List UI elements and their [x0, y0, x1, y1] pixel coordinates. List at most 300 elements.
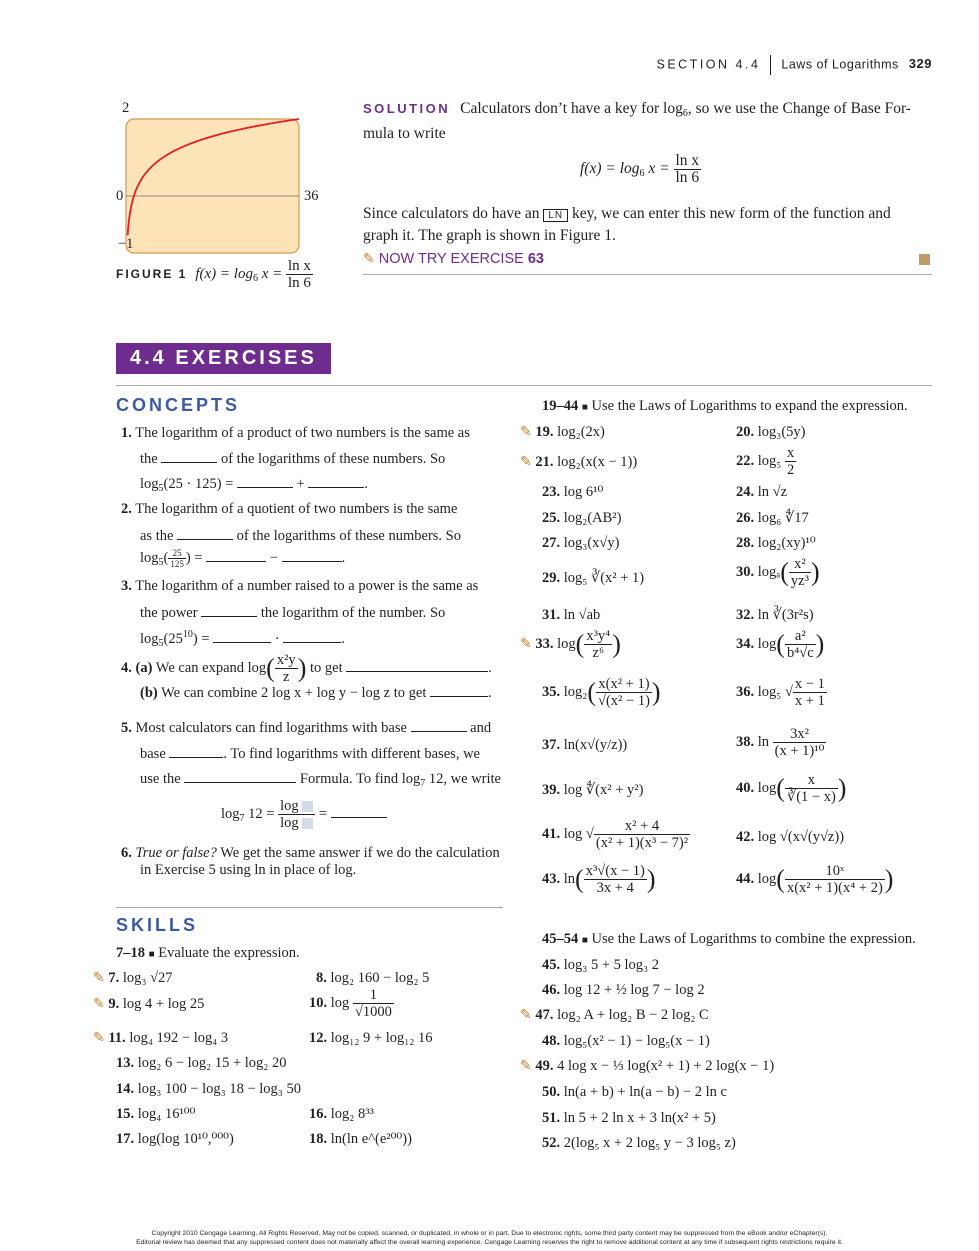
concept-3-line3: $\log_5(25^{10})$ = · . — [140, 629, 345, 649]
instr-range: 7–18 — [116, 945, 145, 961]
ex-number: 1. — [121, 425, 132, 441]
ex-expr: log — [330, 994, 350, 1011]
answer-blank[interactable] — [206, 549, 266, 562]
concept-2-line1 — [121, 501, 457, 518]
section-label: SECTION 4.4 — [656, 57, 761, 72]
ex-text: True or false? — [135, 845, 217, 861]
ex-expr: log₂(xy)¹⁰ — [757, 535, 816, 551]
pencil-icon: ✎ — [520, 1059, 532, 1074]
ex-number: 52. — [542, 1135, 561, 1151]
ex-sub: 7 — [239, 812, 245, 824]
skills-9 — [93, 996, 204, 1013]
ex-text: + — [296, 476, 305, 492]
caption-lhs: f(x) = log — [195, 265, 253, 282]
skills-17 — [116, 1131, 234, 1148]
combine-51 — [542, 1110, 716, 1127]
fraction — [785, 628, 816, 661]
expand-23 — [542, 484, 603, 501]
ex-number: 8. — [316, 970, 327, 986]
pencil-icon: ✎ — [520, 636, 532, 652]
ex-number: 40. — [736, 779, 755, 796]
ex-number: 19. — [535, 424, 554, 440]
ex-text: log — [221, 805, 240, 822]
expand-31 — [542, 607, 600, 624]
concept-1-line2 — [140, 450, 445, 468]
answer-blank[interactable] — [237, 475, 293, 488]
expand-35: 35. log₂( $\frac{\text{x(x² + 1)}}{\text{√(x² − 1)}}$ ) — [542, 676, 661, 709]
ex-number: 3. — [121, 578, 132, 594]
expand-42 — [736, 829, 844, 846]
expand-24 — [736, 484, 787, 501]
combine-48 — [542, 1033, 710, 1050]
expand-41 — [542, 818, 690, 851]
ex-text: log — [140, 631, 159, 647]
copyright-line-2: Editorial review has deemed that any suppressed content does not materially affect the overall learning experience. Cengage Learning reserves the right to remove additional content at any time if subsequent rights restrictions require it. — [136, 1239, 843, 1246]
frac-den: z⁶ — [592, 645, 605, 661]
frac-den: (x² + 1)(x³ − 7)² — [595, 835, 689, 851]
ex-expr: log 4 + log 25 — [122, 996, 205, 1012]
ex-expr: log₂(x(x − 1)) — [557, 454, 638, 470]
skills-13 — [116, 1055, 286, 1072]
expand-29 — [542, 570, 644, 587]
expand-39 — [542, 782, 643, 799]
x-max-label: 36 — [304, 188, 319, 204]
ex-text: use the — [140, 771, 181, 787]
expand-30: 30. logₐ( $\frac{\text{x²}}{\text{yz³}}$ ) — [736, 556, 820, 589]
ex-text: (25 — [163, 631, 183, 647]
ex-number: 20. — [736, 424, 755, 440]
concept-3-line1 — [121, 578, 478, 595]
expand-36 — [736, 676, 827, 709]
ex-number: 38. — [736, 733, 755, 750]
frac-num: a² — [785, 628, 816, 645]
ex-expr: log₃(x√y) — [563, 535, 620, 551]
eq-mid: x = — [644, 160, 670, 178]
change-of-base-equation — [580, 153, 701, 186]
ex-expr: log₂ A + log₂ B − 2 log₂ C — [557, 1007, 709, 1023]
frac-den: ∛(1 − x) — [786, 789, 836, 805]
ex-number: 12. — [309, 1030, 328, 1046]
header-divider — [770, 55, 771, 75]
combine-instruction: 45–54 ■ Use the Laws of Logarithms to combine the expression. — [542, 931, 916, 947]
frac-den: x(x² + 1)(x⁴ + 2) — [786, 880, 883, 896]
ex-expr: log ∜(x² + y²) — [563, 782, 644, 798]
expand-20 — [736, 424, 806, 441]
ex-expr: log₃ 100 − log₃ 18 − log₃ 50 — [137, 1081, 301, 1097]
concept-5-line1 — [121, 719, 491, 737]
ex-text: 12 = — [244, 805, 275, 822]
concepts-heading: CONCEPTS — [116, 395, 241, 415]
combine-49 — [520, 1058, 774, 1075]
ex-text: of the logarithms of these numbers. So — [220, 451, 446, 467]
frac-num: x − 1 — [794, 676, 825, 692]
expand-25 — [542, 510, 621, 527]
answer-blank[interactable] — [346, 659, 488, 672]
sol2-c: graph it. The graph is shown in Figure 1. — [363, 227, 616, 244]
ex-number: 13. — [116, 1055, 135, 1071]
answer-blank[interactable] — [430, 684, 488, 697]
frac-den: 125 — [170, 559, 184, 569]
ex-expr: log₂(2x) — [557, 424, 605, 440]
expand-28 — [736, 535, 816, 552]
now-try-label: NOW TRY EXERCISE — [378, 251, 524, 267]
combine-50 — [542, 1084, 727, 1101]
ex-expr: 2(log₅ x + 2 log₅ y − 3 log₅ z) — [563, 1135, 736, 1151]
ex-number: 50. — [542, 1084, 561, 1100]
ex-number: 44. — [736, 870, 755, 887]
eq-fraction — [674, 153, 702, 186]
ex-expr: log — [557, 635, 576, 652]
solution-rule — [363, 274, 932, 275]
ex-number: 31. — [542, 607, 561, 623]
ex-number: 37. — [542, 737, 561, 753]
end-of-solution-marker — [919, 254, 930, 265]
ex-number: 47. — [535, 1007, 554, 1023]
ex-number: 14. — [116, 1081, 135, 1097]
ex-text: base — [140, 746, 166, 762]
ex-number: 36. — [736, 683, 755, 700]
ex-number: 23. — [542, 484, 561, 500]
frac-den: √(x² − 1) — [598, 693, 650, 709]
frac-num: log — [280, 798, 299, 814]
expand-38 — [736, 726, 826, 759]
combine-47 — [520, 1007, 709, 1024]
ex-expr: ln(x√(y/z)) — [563, 737, 628, 753]
part-label: (b) — [140, 685, 158, 701]
expand-26 — [736, 510, 809, 527]
fraction — [785, 863, 885, 896]
answer-blank[interactable] — [308, 475, 364, 488]
ln-key: LN — [543, 209, 568, 222]
ex-number: 28. — [736, 535, 755, 551]
blank-box[interactable] — [302, 801, 313, 812]
concept-2-line2 — [140, 527, 461, 545]
answer-blank[interactable] — [213, 630, 271, 643]
ex-expr: log₆ ∜17 — [757, 510, 809, 526]
ex-number: 41. — [542, 825, 561, 842]
frac-den: (x + 1)¹⁰ — [774, 743, 825, 759]
skills-15 — [116, 1106, 195, 1123]
ex-number: 10. — [309, 994, 328, 1011]
answer-blank[interactable] — [201, 604, 257, 617]
x-min-label: 0 — [116, 188, 124, 204]
caption-denominator: ln 6 — [287, 275, 311, 291]
frac-num: 25 — [168, 548, 186, 559]
ex-text: The logarithm of a number raised to a power is the same as — [135, 578, 479, 594]
pencil-icon: ✎ — [93, 1031, 105, 1046]
frac-num: 10ˣ — [785, 863, 885, 880]
ex-text: − — [269, 549, 278, 566]
ex-text: = — [194, 549, 203, 566]
combine-46 — [542, 982, 705, 999]
ex-text: We can expand log — [155, 659, 267, 676]
expand-33: ✎ 33. log( $\frac{\text{x³y⁴}}{\text{z⁶}}$ ) — [520, 628, 621, 661]
solution-label: SOLUTION — [363, 101, 451, 116]
answer-blank[interactable] — [331, 805, 387, 818]
ex-number: 42. — [736, 829, 755, 845]
fraction — [596, 676, 652, 709]
fraction — [584, 863, 647, 896]
fraction — [793, 676, 827, 709]
concept-2-line3: $\log_5$( $\frac{25}{125}$ ) = − . — [140, 548, 346, 569]
instr-range: 45–54 — [542, 931, 579, 947]
skills-11 — [93, 1030, 228, 1047]
ex-number: 49. — [535, 1058, 554, 1074]
ex-number: 29. — [542, 570, 561, 586]
ex-number: 5. — [121, 720, 132, 736]
frac-num: x — [786, 445, 795, 461]
page-number: 329 — [908, 56, 932, 72]
ex-expr: log √(x√(y√z)) — [757, 829, 845, 845]
eq-lhs: f(x) = log — [580, 160, 640, 178]
solution-paragraph-1 — [363, 99, 933, 144]
ex-number: 22. — [736, 452, 755, 469]
ex-text: 12, we write — [425, 771, 501, 787]
ex-text: We can combine 2 log x + log y − log z to get — [161, 685, 427, 701]
pencil-icon: ✎ — [93, 971, 105, 986]
ex-sub: 5 — [158, 483, 164, 494]
ex-text: log — [140, 549, 159, 566]
fraction — [789, 556, 811, 589]
concept-5-equation — [221, 798, 387, 831]
fraction — [584, 628, 612, 661]
ex-expr: log — [757, 635, 777, 652]
ex-text: to get — [309, 659, 343, 676]
ex-expr: log₅ — [757, 452, 782, 469]
ex-expr: log₂ 6 − log₂ 15 + log₂ 20 — [137, 1055, 287, 1071]
skills-18 — [309, 1131, 412, 1148]
expand-43: 43. ln( $\frac{\text{x³√(x − 1)}}{3x + 4}$ ) — [542, 863, 656, 896]
pencil-icon: ✎ — [520, 1008, 532, 1023]
ex-text: the logarithm of the number. So — [260, 605, 446, 621]
instr-text: Evaluate the expression. — [158, 945, 300, 961]
ex-text: The logarithm of a quotient of two numbers is the same — [135, 501, 458, 517]
exercises-banner: 4.4 EXERCISES — [116, 343, 331, 374]
combine-52 — [542, 1135, 736, 1152]
ex-expr: ln √ab — [563, 607, 601, 623]
answer-blank[interactable] — [169, 745, 223, 758]
frac-den: √1000 — [354, 1004, 392, 1020]
frac-den: x + 1 — [794, 693, 825, 709]
eq-denominator: ln 6 — [675, 169, 700, 186]
ex-number: 25. — [542, 510, 561, 526]
running-header — [656, 55, 932, 75]
ex-number: 48. — [542, 1033, 561, 1049]
ex-expr: log(log 10¹⁰,⁰⁰⁰) — [137, 1131, 234, 1147]
fraction — [773, 726, 827, 759]
ex-text: We get the same answer if we do the calculation — [216, 845, 500, 861]
ex-text: The logarithm of a product of two numbers is the same as — [135, 425, 470, 441]
concept-4a: 4. (a) We can expand log( $\frac{\text{x²y}}{z}$ ) to get . — [121, 652, 492, 685]
ex-number: 15. — [116, 1106, 135, 1122]
ex-expr: log — [757, 779, 777, 796]
ex-text: as the — [140, 528, 174, 544]
concept-1-line1 — [121, 425, 470, 442]
now-try-number: 63 — [527, 251, 544, 267]
ex-number: 6. — [121, 845, 132, 861]
ex-expr: log₅ √ — [757, 683, 793, 700]
ex-number: 34. — [736, 635, 755, 652]
blank-box[interactable] — [302, 818, 313, 829]
frac-num: x³y⁴ — [586, 628, 611, 644]
instr-text: Use the Laws of Logarithms to expand the expression. — [591, 398, 908, 414]
ex-expr: log₂ 8³³ — [330, 1106, 374, 1122]
ex-text: · — [274, 631, 280, 647]
answer-blank[interactable] — [282, 549, 342, 562]
frac-num: 1 — [353, 987, 394, 1004]
ex-expr: ln — [757, 733, 770, 750]
frac-num: x² + 4 — [594, 818, 690, 835]
ex-text: the — [140, 451, 158, 467]
frac-den: 2 — [786, 462, 795, 478]
instr-text: Use the Laws of Logarithms to combine the expression. — [591, 931, 916, 947]
ex-number: 30. — [736, 563, 755, 580]
ex-sup: 10 — [182, 629, 193, 640]
ex-number: 35. — [542, 683, 561, 700]
concept-3-line2 — [140, 604, 445, 622]
figure-1-graph — [116, 100, 326, 260]
part-label: (a) — [135, 659, 153, 676]
caption-mid: x = — [257, 265, 283, 282]
ex-expr: log 6¹⁰ — [563, 484, 604, 500]
ex-expr: log₅ ∛(x² + 1) — [563, 570, 645, 586]
answer-blank[interactable] — [177, 527, 233, 540]
ex-expr: logₐ — [757, 563, 781, 580]
ex-number: 18. — [309, 1131, 328, 1147]
pencil-icon: ✎ — [363, 250, 375, 266]
fraction — [785, 445, 796, 478]
graph-svg — [116, 100, 326, 260]
ex-number: 46. — [542, 982, 561, 998]
fraction — [275, 652, 298, 685]
frac-num: x(x² + 1) — [596, 676, 652, 693]
expand-instruction: 19–44 ■ Use the Laws of Logarithms to expand the expression. — [542, 398, 908, 414]
expand-32 — [736, 607, 814, 624]
solution-text-b: , so we use the Change of Base For- — [687, 100, 911, 117]
eq-numerator: ln x — [675, 152, 700, 169]
expand-22 — [736, 445, 796, 478]
expand-19 — [520, 424, 605, 441]
ex-number: 7. — [108, 970, 120, 986]
ex-expr: log₃ √27 — [122, 970, 173, 986]
ex-expr: ln √z — [757, 484, 788, 500]
ex-number: 39. — [542, 782, 561, 798]
ex-number: 21. — [535, 454, 554, 470]
graph-viewing-rectangle — [126, 119, 299, 253]
ex-expr: log₁₂ 9 + log₁₂ 16 — [330, 1030, 433, 1046]
answer-blank[interactable] — [161, 450, 217, 463]
y-min-label: −1 — [118, 236, 134, 252]
copyright-line-1: Copyright 2010 Cengage Learning. All Rights Reserved. May not be copied, scanned, or duplicated, in whole or in part. Due to electronic rights, some third party content may be suppressed from the eBook and/or eChapter(s). — [151, 1230, 828, 1237]
skills-heading: SKILLS — [116, 915, 199, 935]
ex-expr: log₂ 160 − log₂ 5 — [330, 970, 430, 986]
ex-number: 32. — [736, 607, 755, 623]
small-fraction — [168, 548, 186, 569]
fraction — [278, 798, 315, 831]
concept-5-line2 — [140, 745, 480, 763]
concept-4b: (b) We can combine 2 log x + log y − log z to get . — [140, 685, 492, 701]
ex-number: 33. — [535, 635, 554, 652]
skills-7 — [93, 970, 173, 987]
pencil-icon: ✎ — [520, 455, 532, 470]
frac-den: b⁴√c — [786, 645, 814, 661]
concept-5-line3 — [140, 770, 501, 789]
ex-number: 43. — [542, 870, 561, 887]
answer-blank[interactable] — [283, 630, 341, 643]
ex-sub: 5 — [158, 556, 164, 568]
answer-blank[interactable] — [411, 719, 467, 732]
caption-base: 6 — [252, 272, 258, 284]
ex-number: 27. — [542, 535, 561, 551]
expand-37 — [542, 737, 627, 754]
ex-expr: 4 log x − ⅓ log(x² + 1) + 2 log(x − 1) — [557, 1058, 775, 1074]
frac-den: z — [283, 669, 290, 685]
ex-expr: log₄ 16¹⁰⁰ — [137, 1106, 196, 1122]
ex-sub: 5 — [158, 638, 164, 649]
expand-40: 40. log( $\frac{x}{∛(1 - x)}$ ) — [736, 772, 847, 805]
frac-den: 3x + 4 — [596, 880, 634, 896]
ex-number: 51. — [542, 1110, 561, 1126]
ex-text: ) = — [192, 631, 210, 647]
ex-number: 4. — [121, 659, 132, 676]
ex-text: . To find logarithms with different bases, we — [223, 746, 480, 762]
ex-text: Formula. To find log — [299, 771, 421, 787]
solution-text-a: Calculators don’t have a key for log — [460, 100, 683, 117]
banner-rule — [116, 385, 932, 386]
caption-numerator: ln x — [287, 258, 311, 274]
ex-text: = — [318, 805, 328, 822]
ex-text: of the logarithms of these numbers. So — [236, 528, 461, 544]
frac-num: x²y — [276, 652, 296, 668]
now-try-exercise — [363, 250, 544, 267]
skills-rule — [116, 907, 503, 908]
pencil-icon: ✎ — [520, 425, 532, 440]
ex-number: 9. — [108, 996, 120, 1012]
ex-number: 2. — [121, 501, 132, 517]
expand-27 — [542, 535, 619, 552]
solution-sub: 6 — [682, 108, 688, 119]
skills-instruction: 7–18 ■ Evaluate the expression. — [116, 945, 300, 961]
figure-caption — [116, 258, 313, 291]
figure-label: FIGURE 1 — [116, 266, 188, 281]
ex-number: 11. — [108, 1030, 126, 1046]
ex-expr: log₃(5y) — [757, 424, 806, 440]
skills-10 — [309, 987, 394, 1020]
ex-number: 16. — [309, 1106, 328, 1122]
fraction — [785, 772, 838, 805]
eq-sub: 6 — [639, 168, 645, 180]
answer-blank[interactable] — [184, 770, 296, 783]
fraction — [594, 818, 690, 851]
ex-expr: ln(a + b) + ln(a − b) − 2 ln c — [563, 1084, 727, 1100]
expand-21 — [520, 454, 637, 471]
ex-expr: log₃ 5 + 5 log₃ 2 — [563, 957, 659, 973]
y-max-label: 2 — [122, 100, 130, 116]
expand-34: 34. log( $\frac{\text{a²}}{\text{b⁴√c}}$ ) — [736, 628, 825, 661]
ex-expr: log₄ 192 − log₄ 3 — [129, 1030, 229, 1046]
skills-16 — [309, 1106, 374, 1123]
concept-6-line2: in Exercise 5 using ln in place of log. — [140, 862, 357, 878]
instr-range: 19–44 — [542, 398, 579, 414]
frac-num: x² — [789, 556, 811, 573]
ex-expr: ln(ln e^(e²⁰⁰)) — [330, 1131, 412, 1147]
ex-number: 45. — [542, 957, 561, 973]
frac-den: log — [280, 815, 299, 831]
frac-num: x³√(x − 1) — [585, 863, 645, 879]
frac-num: 3x² — [773, 726, 827, 743]
ex-number: 17. — [116, 1131, 135, 1147]
skills-14 — [116, 1081, 301, 1098]
